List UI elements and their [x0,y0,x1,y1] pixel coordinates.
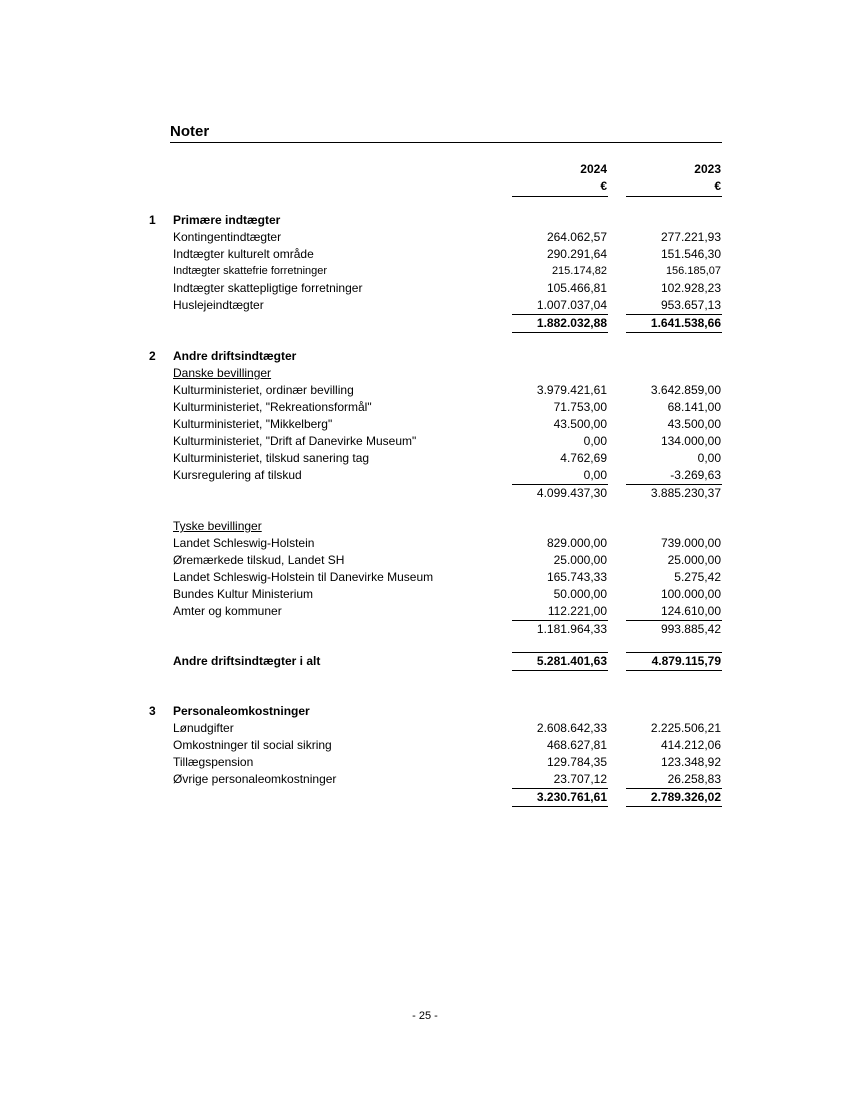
value-2023: 0,00 [697,451,721,465]
table-row [0,737,850,754]
value-2023: 102.928,23 [660,281,721,295]
row-label: Kulturministeriet, "Mikkelberg" [173,417,333,431]
total-double-rule [626,806,722,807]
note-1-total [0,315,850,332]
subsection-header [0,365,850,382]
value-2023: 25.000,00 [667,553,721,567]
danish-subtotal [0,485,850,502]
table-row [0,229,850,246]
value-2024: 129.784,35 [546,755,607,769]
grand-total-2024: 5.281.401,63 [536,654,607,668]
value-2023: 2.225.506,21 [650,721,721,735]
total-2023: 2.789.326,02 [650,790,721,804]
table-row [0,399,850,416]
note-3-header [0,703,850,720]
grand-total-double-rule [626,670,722,671]
table-row [0,552,850,569]
value-2024: 50.000,00 [553,587,607,601]
value-2023: 68.141,00 [667,400,721,414]
note-title: Personaleomkostninger [173,704,310,718]
note-title: Primære indtægter [173,213,281,227]
table-row [0,771,850,788]
row-label: Kulturministeriet, "Rekreationsformål" [173,400,372,414]
total-double-rule [512,332,608,333]
value-2023: 26.258,83 [667,772,721,786]
value-2024: 23.707,12 [553,772,607,786]
value-2024: 105.466,81 [546,281,607,295]
value-2024: 71.753,00 [553,400,607,414]
value-2024: 112.221,00 [547,604,607,618]
value-2023: 100.000,00 [660,587,721,601]
value-2023: -3.269,63 [670,468,721,482]
heading-rule [170,142,722,143]
table-row [0,603,850,620]
table-row [0,297,850,314]
table-row [0,535,850,552]
row-label: Kulturministeriet, tilskud sanering tag [173,451,370,465]
subsection-header [0,518,850,535]
value-2024: 290.291,64 [546,247,607,261]
note-3-total [0,789,850,806]
total-2023: 1.641.538,66 [650,316,721,330]
row-label: Øvrige personaleomkostninger [173,772,337,786]
row-label: Amter og kommuner [173,604,282,618]
table-row [0,433,850,450]
table-row [0,280,850,297]
value-2024: 165.743,33 [546,570,607,584]
german-subtotal [0,621,850,638]
value-2024: 829.000,00 [546,536,607,550]
value-2024: 215.174,82 [551,265,607,277]
currency-previous: € [714,179,721,193]
total-double-rule [512,806,608,807]
note-2-grand-total [0,653,850,670]
row-label: Omkostninger til social sikring [173,738,332,752]
table-row [0,450,850,467]
value-2023: 151.546,30 [660,247,721,261]
table-row [0,467,850,484]
value-2024: 2.608.642,33 [536,721,607,735]
value-2024: 25.000,00 [553,553,607,567]
subtotal-2024: 1.181.964,33 [536,622,607,636]
year-current: 2024 [580,162,607,176]
table-row [0,263,850,280]
grand-total-double-rule [512,670,608,671]
total-double-rule [626,332,722,333]
value-2023: 156.185,07 [665,265,721,277]
table-row [0,569,850,586]
subtotal-2023: 3.885.230,37 [650,486,721,500]
value-2023: 953.657,13 [660,298,721,312]
total-2024: 3.230.761,61 [536,790,607,804]
grand-total-2023: 4.879.115,79 [651,654,721,668]
table-row [0,720,850,737]
note-2-header [0,348,850,365]
value-2024: 43.500,00 [553,417,607,431]
row-label: Bundes Kultur Ministerium [173,587,314,601]
value-2024: 468.627,81 [546,738,607,752]
grand-total-label: Andre driftsindtægter i alt [173,654,321,668]
row-label: Kontingentindtægter [173,230,282,244]
row-label: Øremærkede tilskud, Landet SH [173,553,345,567]
table-row [0,246,850,263]
row-label: Landet Schleswig-Holstein [173,536,315,550]
header-rule-previous [626,196,722,197]
row-label: Indtægter kulturelt område [173,247,314,261]
row-label: Huslejeindtægter [173,298,264,312]
value-2023: 5.275,42 [674,570,721,584]
note-1-header [0,212,850,229]
value-2023: 123.348,92 [660,755,721,769]
value-2024: 1.007.037,04 [536,298,607,312]
value-2023: 124.610,00 [660,604,721,618]
year-previous: 2023 [694,162,721,176]
subsection-title: Danske bevillinger [173,366,272,380]
note-number: 1 [149,213,156,227]
row-label: Kulturministeriet, "Drift af Danevirke Museum" [173,434,417,448]
row-label: Lønudgifter [173,721,234,735]
row-label: Kulturministeriet, ordinær bevilling [173,383,354,397]
row-label: Kursregulering af tilskud [173,468,302,482]
page-number: - 25 - [412,1010,438,1022]
row-label: Indtægter skattepligtige forretninger [173,281,363,295]
page-heading: Noter [170,123,210,140]
table-row [0,382,850,399]
value-2023: 739.000,00 [660,536,721,550]
table-row [0,586,850,603]
table-row [0,754,850,771]
row-label: Landet Schleswig-Holstein til Danevirke Museum [173,570,434,584]
subtotal-2023: 993.885,42 [660,622,721,636]
table-row [0,416,850,433]
header-rule-current [512,196,608,197]
row-label: Tillægspension [173,755,254,769]
value-2023: 134.000,00 [660,434,721,448]
subtotal-2024: 4.099.437,30 [536,486,607,500]
value-2024: 0,00 [583,434,607,448]
currency-current: € [600,179,607,193]
value-2023: 277.221,93 [660,230,721,244]
value-2023: 3.642.859,00 [650,383,721,397]
subsection-title: Tyske bevillinger [173,519,262,533]
value-2024: 3.979.421,61 [536,383,607,397]
value-2023: 43.500,00 [667,417,721,431]
note-number: 2 [149,349,156,363]
note-title: Andre driftsindtægter [173,349,297,363]
note-number: 3 [149,704,156,718]
value-2024: 0,00 [583,468,607,482]
value-2024: 264.062,57 [546,230,607,244]
total-2024: 1.882.032,88 [536,316,607,330]
value-2024: 4.762,69 [560,451,607,465]
row-label: Indtægter skattefrie forretninger [173,265,328,277]
value-2023: 414.212,06 [660,738,721,752]
